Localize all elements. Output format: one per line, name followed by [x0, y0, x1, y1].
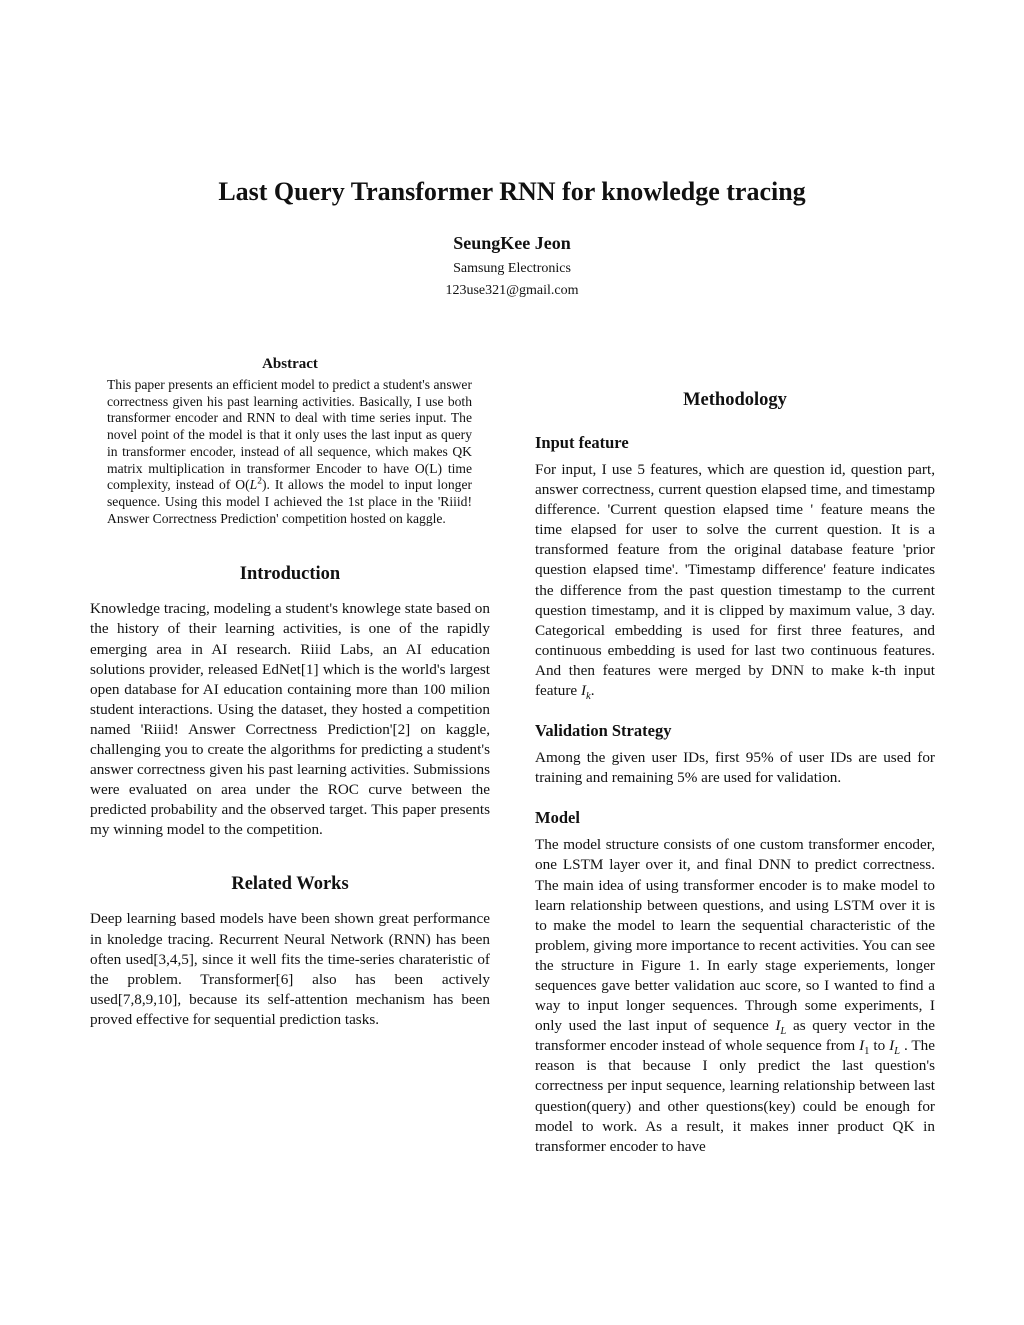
math-subscript: 1 — [864, 1046, 870, 1058]
math-variable: I — [580, 682, 587, 700]
input-feature-text — [535, 460, 935, 701]
math-variable: I — [775, 1017, 781, 1035]
abstract-text-part: This paper presents an efficient model to predict a student's answer correctness given his past learning activities. Basically, I use both transformer encoder and RNN to deal with time series input. The novel point of the model is that it only uses the last input as query in transformer encoder, instead of all sequence, which makes QK matrix multiplication in transformer Encoder to have O(L) time complexity, instead of O( — [107, 377, 472, 493]
math-superscript: 2 — [257, 476, 262, 487]
validation-section — [535, 720, 935, 788]
input-feature-text-part: For input, I use 5 features, which are question id, question part, answer correctness, current question elapsed time, and timestamp difference. 'Current question elapsed time ' feature means the time elapsed for user to solve the current question. It is a transformed feature from the original database feature 'prior question elapsed time'. 'Timestamp difference' feature indicates the difference from the past question timestamp to the current question timestamp, and it is clipped by maximum value, 3 day. Categorical embedding is used for first three features, and continuous embedding is used for last two continuous features. And then features were merged by DNN to make k-th input feature — [535, 461, 935, 700]
math-variable: I — [859, 1037, 865, 1055]
math-variable: L — [249, 477, 258, 493]
model-heading: Model — [535, 808, 580, 828]
author-affiliation: Samsung Electronics — [453, 261, 571, 276]
validation-text: Among the given user IDs, first 95% of user IDs are used for training and remaining 5% are used for validation. — [535, 749, 935, 787]
abstract-heading: Abstract — [262, 356, 318, 372]
related-works-section — [90, 872, 490, 1030]
input-feature-text-part: . — [590, 682, 595, 700]
right-column — [535, 388, 935, 1157]
model-text-part: The model structure consists of one custom transformer encoder, one LSTM layer over it, and final DNN to predict correctness. The main idea of using transformer encoder is to make model to learn relationship between questions, and using LSTM over it is to make the model to learn the sequential characteristic of the problem, giving more importance to recent activities. You can see the structure in Figure 1. In early stage experiements, longer sequences gave better validation auc score, so I wanted to find a way to input longer sequences. Through some experiments, I only used the last input of sequence — [535, 836, 935, 1035]
abstract-text — [107, 377, 472, 527]
author-name: SeungKee Jeon — [453, 233, 571, 253]
input-feature-section — [535, 432, 935, 701]
math-subscript: k — [586, 691, 591, 703]
model-text-part: as query vector in the transformer encoder instead of whole sequence from — [535, 1017, 935, 1055]
model-text-part: . The reason is that because I only predict the last question's correctness per input sequence, learning relationship between last question(query) and other questions(key) could be enough for model to work. As a result, it makes inner product QK in transformer encoder to have — [535, 1037, 935, 1155]
input-feature-heading: Input feature — [535, 433, 629, 452]
left-column — [90, 356, 490, 1030]
author-email: 123use321@gmail.com — [445, 283, 579, 298]
model-section — [535, 807, 935, 1157]
methodology-heading: Methodology — [683, 390, 787, 410]
validation-heading: Validation Strategy — [535, 721, 672, 741]
related-works-heading: Related Works — [231, 874, 349, 895]
model-text-part: to — [869, 1037, 890, 1055]
abstract-section — [90, 356, 490, 527]
introduction-heading: Introduction — [239, 564, 341, 585]
abstract-text-part: ). It allows the model to input longer sequence. Using this model I achieved the 1st place in the 'Riiid! Answer Correctness Prediction' competition hosted on kaggle. — [107, 477, 473, 526]
math-subscript: L — [780, 1026, 787, 1038]
introduction-text: Knowledge tracing, modeling a student's knowlege state based on the history of their learning activities, is one of the rapidly emerging area in AI research. Riiid Labs, an AI education solutions provider, released EdNet[1] which is the world's largest open database for AI education containing more than 100 milion student interactions. Using the dataset, they hosted a competition named 'Riiid! Answer Correctness Prediction'[2] on kaggle, challenging you to create the algorithms for predicting a student's answer correctness given his past learning activities. Submissions were evaluated on area under the ROC curve between the predicted probability and the observed target. This paper presents my winning model to the competition. — [90, 600, 490, 839]
math-subscript: L — [894, 1046, 901, 1058]
model-text — [535, 835, 935, 1157]
paper-title: Last Query Transformer RNN for knowledge tracing — [218, 177, 806, 206]
related-works-text: Deep learning based models have been shown great performance in knoledge tracing. Recurrent Neural Network (RNN) has been often used[3,4,5], since it well fits the time-series charateristic of the problem. Transformer[6] also has been actively used[7,8,9,10], because its self-attention mechanism has been proved effective for sequential prediction tasks. — [90, 910, 490, 1028]
introduction-section — [90, 562, 490, 840]
math-variable: I — [889, 1037, 895, 1055]
